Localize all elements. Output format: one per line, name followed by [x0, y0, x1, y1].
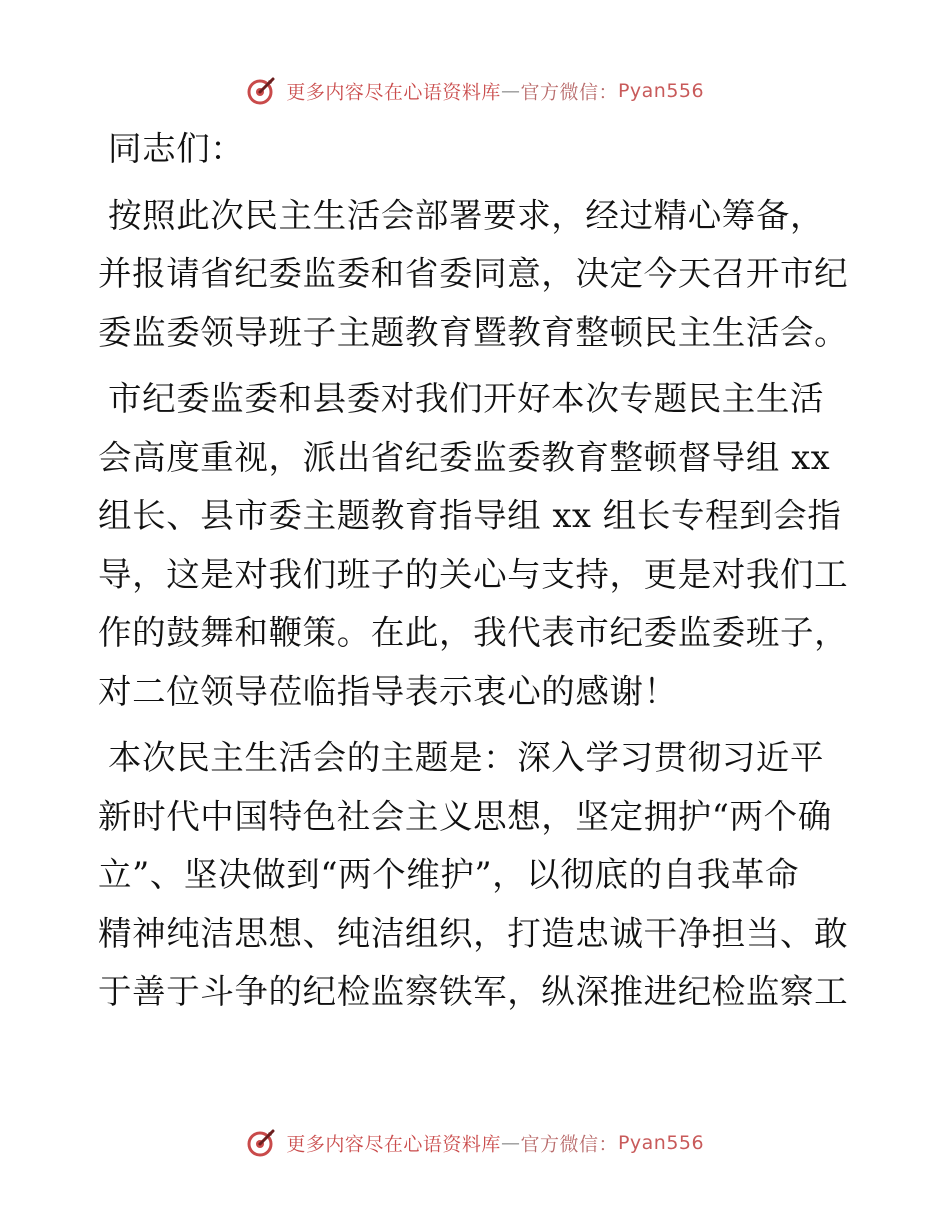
text-line: 委监委领导班子主题教育暨教育整顿民主生活会。 — [98, 312, 849, 352]
quill-logo-icon — [246, 1128, 276, 1158]
text-line: 于善于斗争的纪检监察铁军，纵深推进纪检监察工 — [98, 972, 849, 1011]
watermark-footer — [0, 1128, 950, 1158]
paragraph-2 — [98, 370, 858, 721]
watermark-dash: — — [500, 1132, 521, 1154]
document-body — [98, 120, 858, 1030]
text-line: 本次民主生活会的主题是：深入学习贯彻习近平 — [108, 738, 825, 777]
text-line: 立”、坚决做到“两个维护”，以彻底的自我革命 — [98, 855, 800, 894]
text-line: 对二位领导莅临指导表示衷心的感谢！ — [98, 671, 678, 711]
text-line: 组长、县市委主题教育指导组 xx 组长专程到会指 — [98, 496, 842, 535]
text-line: 新时代中国特色社会主义思想，坚定拥护“两个确 — [98, 796, 832, 836]
text-line: 精神纯洁思想、纯洁组织，打造忠诚干净担当、敢 — [98, 913, 849, 953]
watermark-text: 更多内容尽在心语资料库 — [286, 81, 501, 104]
paragraph-3 — [98, 729, 858, 1022]
text-line: 市纪委监委和县委对我们开好本次专题民主生活 — [108, 379, 825, 418]
watermark-contact-label: 官方微信： — [520, 81, 618, 104]
watermark-text: 更多内容尽在心语资料库 — [286, 1133, 501, 1156]
watermark-handle: Pyan556 — [617, 1132, 705, 1154]
watermark-contact-label: 官方微信： — [520, 1133, 618, 1156]
text-line: 并报请省纪委监委和省委同意，决定今天召开市纪 — [98, 254, 849, 293]
text-line: 导，这是对我们班子的关心与支持，更是对我们工 — [98, 554, 849, 594]
text-line: 会高度重视，派出省纪委监委教育整顿督导组 xx — [98, 437, 831, 477]
quill-logo-icon — [246, 76, 276, 106]
text-line: 按照此次民主生活会部署要求，经过精心筹备， — [108, 195, 825, 235]
watermark-header — [0, 76, 950, 106]
text-line: 作的鼓舞和鞭策。在此，我代表市纪委监委班子， — [98, 613, 849, 652]
watermark-dash: — — [500, 80, 521, 102]
salutation: 同志们： — [108, 129, 245, 168]
paragraph-1 — [98, 187, 858, 363]
watermark-handle: Pyan556 — [617, 80, 705, 102]
